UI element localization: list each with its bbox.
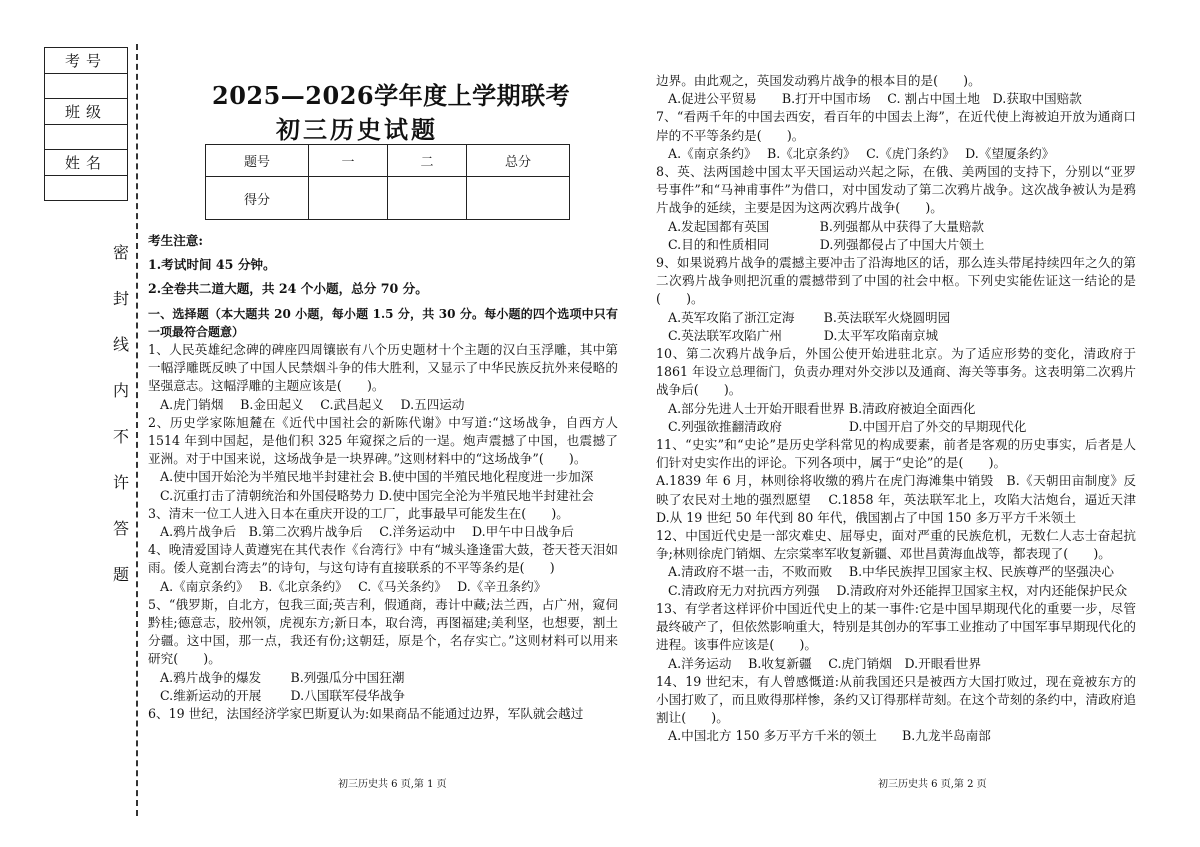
question-text: 7、“看两千年的中国去西安，看百年的中国去上海”，在近代使上海被迫开放为通商口岸的不平等条约是( )。 [656,109,1136,143]
seal-warning [110,240,132,608]
seal-char: 题 [112,565,129,584]
candidate-info-box [44,47,128,201]
score-header: 题号 [206,145,309,177]
section-heading: 一、选择题（本大题共 20 小题，每小题 1.5 分，共 30 分。每小题的四个选项中只有一项最符合题意） [148,306,618,339]
seal-line [136,44,138,816]
class-label: 班级 [45,99,127,125]
question-text: 3、清末一位工人进入日本在重庆开设的工厂，此事最早可能发生在( )。 [148,505,569,521]
score-cell[interactable] [388,177,467,220]
name-label: 姓名 [45,150,127,176]
question-text: 12、中国近代史是一部灾难史、屈辱史，面对严重的民族危机，无数仁人志士奋起抗争;林则徐虎门销烟、左宗棠率军收复新疆、邓世昌黄海血战等，都表现了( )。 [656,528,1136,562]
score-header: 总分 [467,145,570,177]
score-header: 二 [388,145,467,177]
question-text: 8、英、法两国趁中国太平天国运动兴起之际，在俄、美两国的支持下，分别以“亚罗号事件”和“马神甫事件”为借口，对中国发动了第二次鸦片战争。这次战争被认为是鸦片战争的延续，主要是因为这两次鸦片战争( )。 [656,164,1136,216]
question-text: 9、如果说鸦片战争的震撼主要冲击了沿海地区的话，那么连头带尾持续四年之久的第二次鸦片战争则把沉重的震撼带到了中国的社会中枢。下列史实能佐证这一结论的是( )。 [656,255,1136,307]
right-column [656,72,1149,746]
page-footer: 初三历史共 6 页,第 2 页 [878,779,987,790]
answer-options: A.英军攻陷了浙江定海 B.英法联军火烧圆明园 [668,309,951,325]
answer-options: A.洋务运动 B.收复新疆 C.虎门销烟 D.开眼看世界 [668,655,982,671]
score-header: 一 [309,145,388,177]
question-text: 14、19 世纪末，有人曾感慨道:从前我国还只是被西方大国打败过，现在竟被东方的小国打败了，而且败得那样惨，条约又订得那样苛刻。在这个苛刻的条约中，清政府追割让( )。 [656,673,1136,726]
answer-options: C.英法联军攻陷广州 D.太平军攻陷南京城 [668,327,939,343]
question-list [148,341,618,723]
question-text: 10、第二次鸦片战争后，外国公使开始进驻北京。为了适应形势的变化，清政府于 1861 年设立总理衙门，负责办理对外交涉以及通商、海关等事务。这表明第二次鸦片战争后( )。 [656,346,1136,398]
answer-options: A.鸦片战争后 B.第二次鸦片战争后 C.洋务运动中 D.甲午中日战争后 [160,524,574,540]
answer-options: A.促进公平贸易 B.打开中国市场 C. 割占中国土地 D.获取中国赔款 [668,91,1082,107]
answer-options: A.使中国开始沦为半殖民地半封建社会 B.使中国的半殖民地化程度进一步加深 [160,469,594,485]
question-text: 13、有学者这样评价中国近代史上的某一事件:它是中国早期现代化的重要一步，尽管最终破产了，但依然影响重大，特别是其创办的军事工业推动了中国军事早期现代化的进程。该事件应该是( )。 [656,600,1136,653]
exam-number-field[interactable] [45,74,127,99]
class-field[interactable] [45,125,127,150]
note-item: 1.考试时间 45 分钟。 [148,257,276,273]
answer-options: A.《南京条约》 B.《北京条约》 C.《马关条约》 D.《辛丑条约》 [160,578,547,594]
question-text: 6、19 世纪，法国经济学家巴斯夏认为:如果商品不能通过边界，军队就会越过 [148,706,584,722]
question-text: A.1839 年 6 月，林则徐将收缴的鸦片在虎门海滩集中销毁 B.《天朝田亩制度》反映了农民对土地的强烈愿望 C.1858 年，英法联军北上，攻陷大沽炮台，逼近天津 D.从 19 世纪 50 年代到 80 年代，俄国割占了中国 150 多万平方千米领土 [656,473,1149,525]
left-column [148,232,618,723]
seal-char: 封 [112,289,129,308]
name-field[interactable] [45,176,127,200]
exam-title: 2025—2026学年度上学期联考 [212,81,571,110]
exam-number-label: 考号 [45,48,127,74]
answer-options: A.清政府不堪一击，不败而败 B.中华民族捍卫国家主权、民族尊严的坚强决心 [668,564,1114,580]
answer-options: C.沉重打击了清朝统治和外国侵略势力 D.使中国完全沦为半殖民地半封建社会 [160,487,594,503]
answer-options: C.目的和性质相同 D.列强都侵占了中国大片领土 [668,236,985,252]
question-text: 5、“俄罗斯，自北方，包我三面;英吉利，假通商，毒计中藏;法兰西，占广州，窥伺黔桂;德意志，胶州领，虎视东方;新日本，取台湾，再图福建;美利坚，也想要，割土分疆。这中国，那一点，我还有份;这朝廷，原是个，名存实亡。”这则材料可以用来研究( )。 [148,596,618,667]
answer-options: C.清政府无力对抗西方列强 D.清政府对外还能捍卫国家主权，对内还能保护民众 [668,582,1128,598]
score-table [205,144,570,220]
question-text: 2、历史学家陈旭麓在《近代中国社会的新陈代谢》中写道:“这场战争，自西方人 1514 年到中国起，是他们积 325 年窥探之后的一逞。炮声震撼了中国，也震撼了亚洲。对于中国来说，这场战争是一块界碑。”这则材料中的“这场战争”( )。 [148,414,618,467]
answer-options: A.《南京条约》 B.《北京条约》 C.《虎门条约》 D.《望厦条约》 [668,145,1055,161]
answer-options: A.虎门销烟 B.金田起义 C.武昌起义 D.五四运动 [160,396,465,412]
score-row-label: 得分 [206,177,309,220]
seal-char: 内 [112,381,129,400]
score-cell[interactable] [467,177,570,220]
notes-heading: 考生注意: [148,233,204,248]
exam-subtitle: 初三历史试题 [276,115,438,144]
answer-options: A.鸦片战争的爆发 B.列强瓜分中国狂潮 [160,669,405,685]
score-cell[interactable] [309,177,388,220]
answer-options: C.维新运动的开展 D.八国联军侵华战争 [160,687,405,703]
seal-char: 不 [112,427,129,446]
question-text: 1、人民英雄纪念碑的碑座四周镶嵌有八个历史题材十个主题的汉白玉浮雕，其中第一幅浮雕既反映了中国人民禁烟斗争的伟大胜利，又显示了中华民族反抗外来侵略的坚强意志。这幅浮雕的主题应该是( )。 [148,342,618,394]
page-footer: 初三历史共 6 页,第 1 页 [338,779,447,790]
question-text: 4、晚清爱国诗人黄遵宪在其代表作《台湾行》中有“城头逢逢雷大鼓，苍天苍天泪如雨。倭人竟割台湾去”的诗句，与这句诗有直接联系的不平等条约是( ) [148,542,618,576]
answer-options: A.部分先进人士开始开眼看世界 B.清政府被迫全面西化 [668,400,976,416]
answer-options: A.中国北方 150 多万平方千米的领土 B.九龙半岛南部 [668,728,991,744]
question-text: 11、“史实”和“史论”是历史学科常见的构成要素，前者是客观的历史事实，后者是人们针对史实作出的评论。下列各项中，属于“史论”的是( )。 [656,437,1136,471]
note-item: 2.全卷共二道大题，共 24 个小题，总分 70 分。 [148,281,428,297]
seal-char: 答 [112,519,129,538]
answer-options: A.发起国都有英国 B.列强都从中获得了大量赔款 [668,218,985,234]
question-list [656,72,1149,746]
answer-options: C.列强欲推翻清政府 D.中国开启了外交的早期现代化 [668,418,1027,434]
seal-char: 许 [112,473,129,492]
question-text: 边界。由此观之，英国发动鸦片战争的根本目的是( )。 [656,73,981,88]
seal-char: 密 [112,243,129,262]
seal-char: 线 [112,335,129,354]
